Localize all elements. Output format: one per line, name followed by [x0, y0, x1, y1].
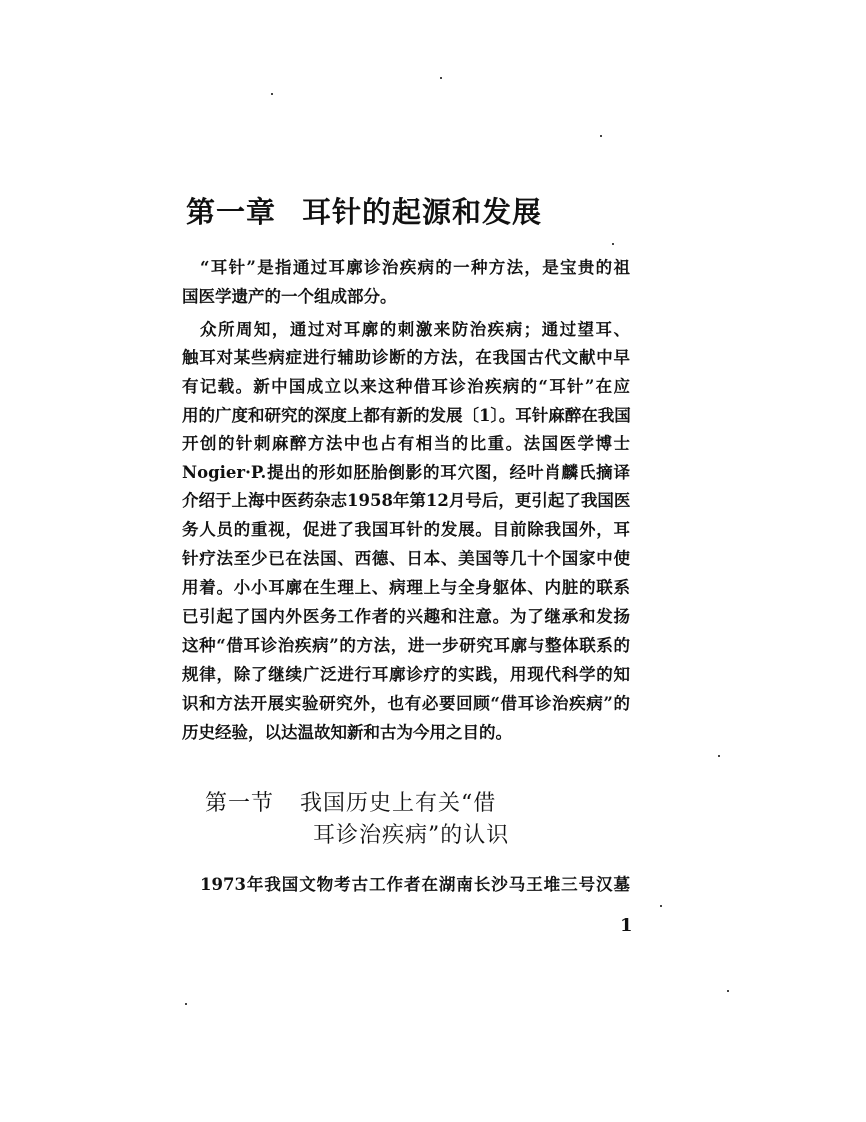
text-line: 针疗法至少已在法国、西德、日本、美国等几十个国家中使: [182, 549, 630, 568]
text-line: 国医学遗产的一个组成部分。: [182, 287, 397, 306]
section-first-line: 1973年我国文物考古工作者在湖南长沙马王堆三号汉墓: [200, 875, 630, 894]
text-line: 有记载。新中国成立以来这种借耳诊治疾病的“耳针”在应: [182, 377, 630, 396]
text-line: 规律，除了继续广泛进行耳廓诊疗的实践，用现代科学的知: [182, 665, 630, 684]
text-line: 这种“借耳诊治疾病”的方法，进一步研究耳廓与整体联系的: [182, 636, 630, 655]
section-number: 第一节: [205, 791, 275, 816]
chapter-title: 耳针的起源和发展: [302, 195, 543, 229]
text-line: 用着。小小耳廓在生理上、病理上与全身躯体、内脏的联系: [182, 578, 630, 597]
text-line: 已引起了国内外医务工作者的兴趣和注意。为了继承和发扬: [182, 607, 630, 626]
text-line: 开创的针刺麻醉方法中也占有相当的比重。法国医学博士: [182, 434, 630, 453]
text-line: 介绍于上海中医药杂志1958年第12月号后，更引起了我国医: [182, 491, 631, 510]
text-line: 众所周知，通过对耳廓的刺激来防治疾病；通过望耳、: [200, 320, 630, 339]
text-line: “耳针”是指通过耳廓诊治疾病的一种方法，是宝贵的祖: [200, 258, 630, 277]
page-number: 1: [620, 915, 633, 936]
text-line: 识和方法开展实验研究外，也有必要回顾“借耳诊治疾病”的: [182, 694, 630, 713]
text-line: Nogier·P.提出的形如胚胎倒影的耳穴图，经叶肖麟氏摘译: [182, 463, 630, 482]
section-title-line2: 耳诊治疾病”的认识: [313, 823, 510, 848]
text-line: 历史经验，以达温故知新和古为今用之目的。: [182, 723, 512, 742]
section-title-line1: 我国历史上有关“借: [300, 791, 497, 816]
chapter-heading: [186, 190, 542, 231]
chapter-number: 第一章: [186, 195, 277, 229]
text-line: 务人员的重视，促进了我国耳针的发展。目前除我国外，耳: [182, 520, 630, 539]
text-line: 用的广度和研究的深度上都有新的发展〔1〕。耳针麻醉在我国: [182, 406, 631, 425]
text-line: 触耳对某些病症进行辅助诊断的方法，在我国古代文献中早: [182, 348, 630, 367]
